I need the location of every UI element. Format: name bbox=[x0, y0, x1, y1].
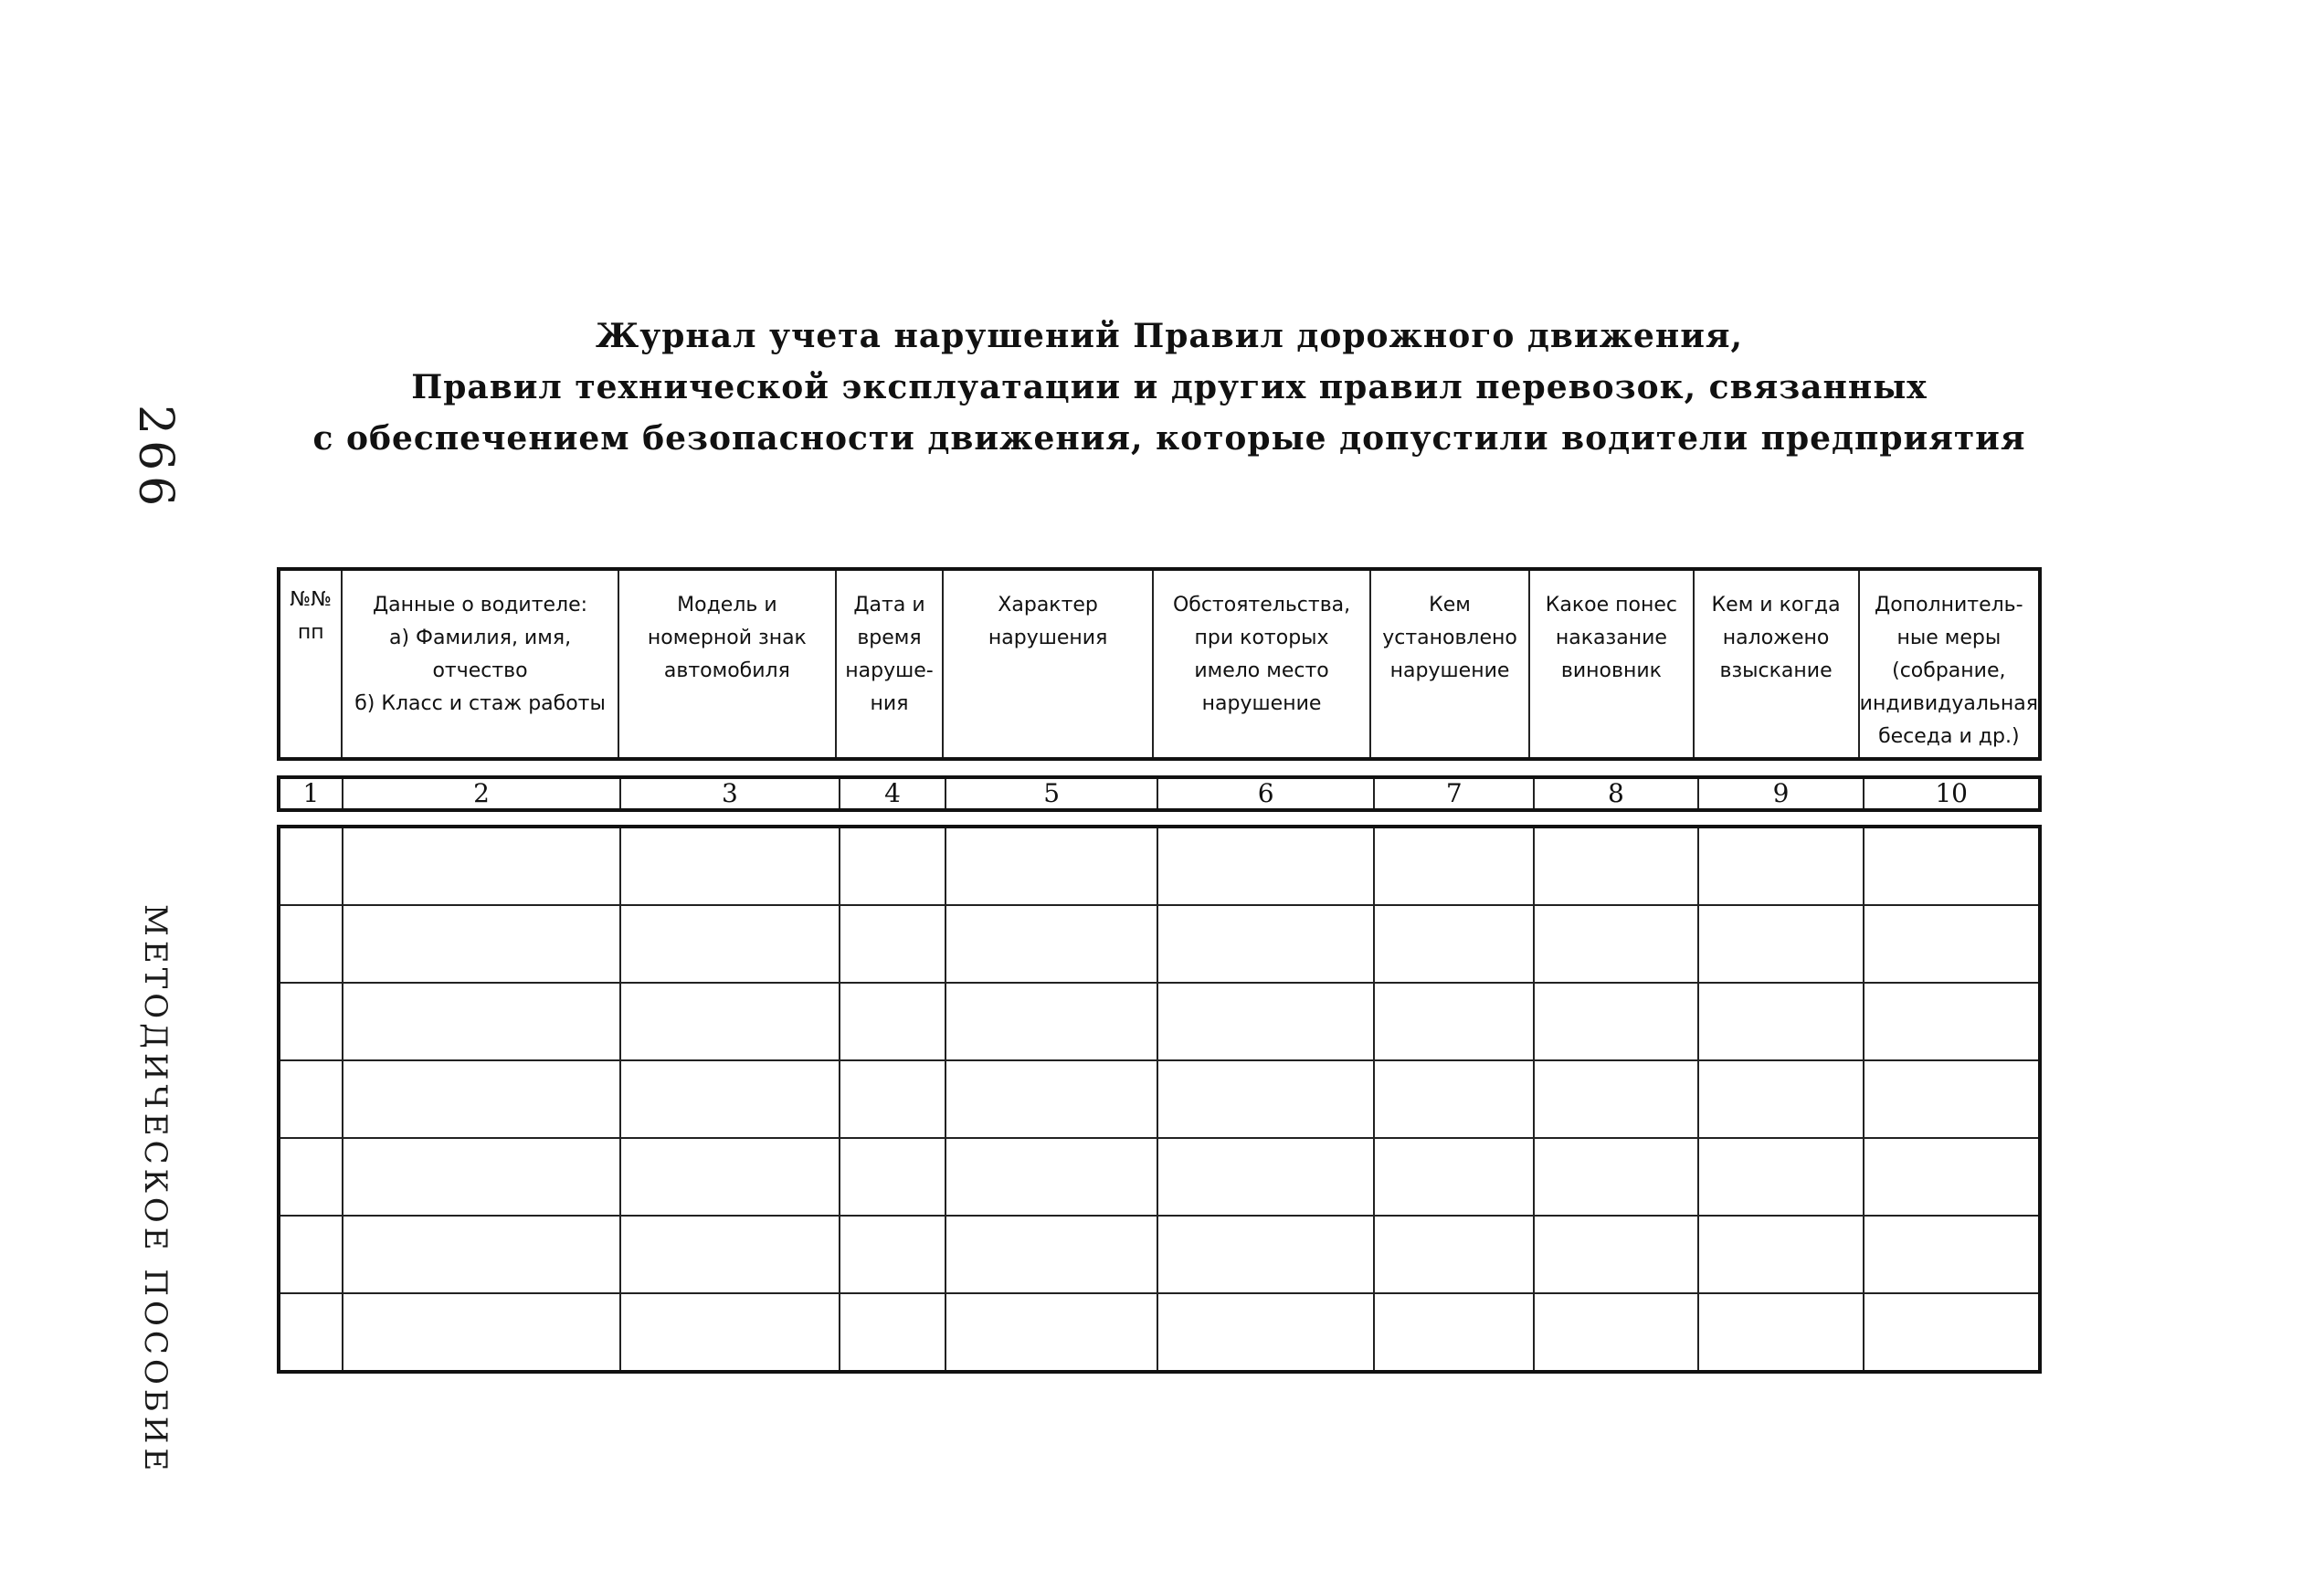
table-cell bbox=[1864, 905, 2040, 983]
table-cell bbox=[343, 1216, 620, 1293]
table-cell bbox=[1374, 983, 1534, 1060]
table-cell bbox=[620, 827, 840, 905]
table-cell bbox=[1534, 983, 1698, 1060]
table-cell bbox=[1534, 1138, 1698, 1216]
table-cell bbox=[343, 1060, 620, 1138]
header-row bbox=[279, 569, 2040, 759]
table-cell bbox=[1157, 1293, 1375, 1372]
table-cell bbox=[1864, 827, 2040, 905]
table-cell bbox=[1374, 1138, 1534, 1216]
table-cell bbox=[343, 827, 620, 905]
table-cell bbox=[1864, 1216, 2040, 1293]
table-cell bbox=[945, 1138, 1157, 1216]
column-number-6: 6 bbox=[1157, 777, 1374, 810]
table-row bbox=[279, 1293, 2040, 1372]
column-header-4: Дата и время наруше- ния bbox=[836, 569, 943, 759]
column-number-5: 5 bbox=[945, 777, 1157, 810]
table-cell bbox=[1157, 905, 1375, 983]
table-cell bbox=[945, 983, 1157, 1060]
table-cell bbox=[840, 1293, 946, 1372]
table-cell bbox=[1374, 905, 1534, 983]
table-cell bbox=[1157, 1216, 1375, 1293]
table-cell bbox=[840, 1060, 946, 1138]
table-row bbox=[279, 905, 2040, 983]
table-cell bbox=[1534, 827, 1698, 905]
table-cell bbox=[840, 983, 946, 1060]
column-header-6: Обстоятельства, при которых имело место нарушение bbox=[1153, 569, 1369, 759]
page-number: 266 bbox=[128, 405, 183, 512]
table-cell bbox=[1157, 1138, 1375, 1216]
table-cell bbox=[343, 905, 620, 983]
table-cell bbox=[945, 1060, 1157, 1138]
journal-table-header bbox=[277, 567, 2042, 761]
column-number-2: 2 bbox=[343, 777, 620, 810]
title-line-1: Журнал учета нарушений Правил дорожного движения, bbox=[595, 317, 1744, 355]
column-number-9: 9 bbox=[1698, 777, 1864, 810]
table-cell bbox=[1374, 1216, 1534, 1293]
table-cell bbox=[1698, 1216, 1864, 1293]
table-cell bbox=[840, 827, 946, 905]
column-number-8: 8 bbox=[1534, 777, 1698, 810]
table-cell bbox=[1698, 1060, 1864, 1138]
table-cell bbox=[840, 905, 946, 983]
table-cell bbox=[945, 827, 1157, 905]
column-header-3: Модель и номерной знак автомобиля bbox=[618, 569, 837, 759]
table-cell bbox=[1864, 983, 2040, 1060]
table-row bbox=[279, 1216, 2040, 1293]
table-cell bbox=[279, 905, 343, 983]
table-cell bbox=[620, 1060, 840, 1138]
table-cell bbox=[279, 827, 343, 905]
column-header-7: Кем установлено нарушение bbox=[1370, 569, 1530, 759]
table-cell bbox=[1864, 1138, 2040, 1216]
table-cell bbox=[1864, 1293, 2040, 1372]
column-header-5: Характер нарушения bbox=[943, 569, 1154, 759]
table-cell bbox=[1698, 983, 1864, 1060]
table-cell bbox=[1864, 1060, 2040, 1138]
table-cell bbox=[1534, 905, 1698, 983]
table-cell bbox=[1374, 1060, 1534, 1138]
table-cell bbox=[343, 1138, 620, 1216]
table-cell bbox=[1374, 827, 1534, 905]
column-number-1: 1 bbox=[279, 777, 343, 810]
document-title bbox=[256, 311, 2083, 464]
column-number-7: 7 bbox=[1374, 777, 1534, 810]
title-line-2: Правил технической эксплуатации и других правил перевозок, связанных bbox=[411, 368, 1928, 406]
table-cell bbox=[343, 983, 620, 1060]
column-number-row bbox=[277, 775, 2042, 812]
table-cell bbox=[279, 1060, 343, 1138]
column-header-1: №№ пп bbox=[279, 569, 342, 759]
table-cell bbox=[1698, 1293, 1864, 1372]
table-row bbox=[279, 1060, 2040, 1138]
table-cell bbox=[620, 1216, 840, 1293]
column-number-4: 4 bbox=[840, 777, 946, 810]
table-cell bbox=[945, 1293, 1157, 1372]
column-header-9: Кем и когда наложено взыскание bbox=[1694, 569, 1859, 759]
column-numbers bbox=[279, 777, 2040, 810]
title-line-3: с обеспечением безопасности движения, которые допустили водители предприятия bbox=[312, 419, 2026, 458]
table-cell bbox=[343, 1293, 620, 1372]
table-cell bbox=[1698, 1138, 1864, 1216]
running-title: МЕТОДИЧЕСКОЕ ПОСОБИЕ bbox=[137, 904, 174, 1476]
column-header-2: Данные о водителе: а) Фамилия, имя, отчество б) Класс и стаж работы bbox=[342, 569, 618, 759]
table-cell bbox=[1157, 1060, 1375, 1138]
table-cell bbox=[620, 1138, 840, 1216]
table-rows bbox=[279, 827, 2040, 1372]
table-cell bbox=[1534, 1060, 1698, 1138]
table-cell bbox=[1534, 1216, 1698, 1293]
table-cell bbox=[620, 983, 840, 1060]
table-cell bbox=[1157, 827, 1375, 905]
table-cell bbox=[1534, 1293, 1698, 1372]
table-cell bbox=[1698, 827, 1864, 905]
table-row bbox=[279, 983, 2040, 1060]
table-cell bbox=[279, 1216, 343, 1293]
column-number-10: 10 bbox=[1864, 777, 2040, 810]
table-cell bbox=[1157, 983, 1375, 1060]
table-cell bbox=[945, 1216, 1157, 1293]
table-cell bbox=[1698, 905, 1864, 983]
table-cell bbox=[840, 1216, 946, 1293]
journal-table-body bbox=[277, 825, 2042, 1374]
table-row bbox=[279, 1138, 2040, 1216]
table-cell bbox=[279, 1293, 343, 1372]
table-cell bbox=[1374, 1293, 1534, 1372]
column-header-10: Дополнитель- ные меры (собрание, индивидуальная беседа и др.) bbox=[1859, 569, 2040, 759]
table-cell bbox=[945, 905, 1157, 983]
table-cell bbox=[279, 983, 343, 1060]
column-header-8: Какое понес наказание виновник bbox=[1529, 569, 1693, 759]
table-row bbox=[279, 827, 2040, 905]
table-cell bbox=[840, 1138, 946, 1216]
table-cell bbox=[620, 905, 840, 983]
table-cell bbox=[279, 1138, 343, 1216]
table-cell bbox=[620, 1293, 840, 1372]
column-number-3: 3 bbox=[620, 777, 839, 810]
